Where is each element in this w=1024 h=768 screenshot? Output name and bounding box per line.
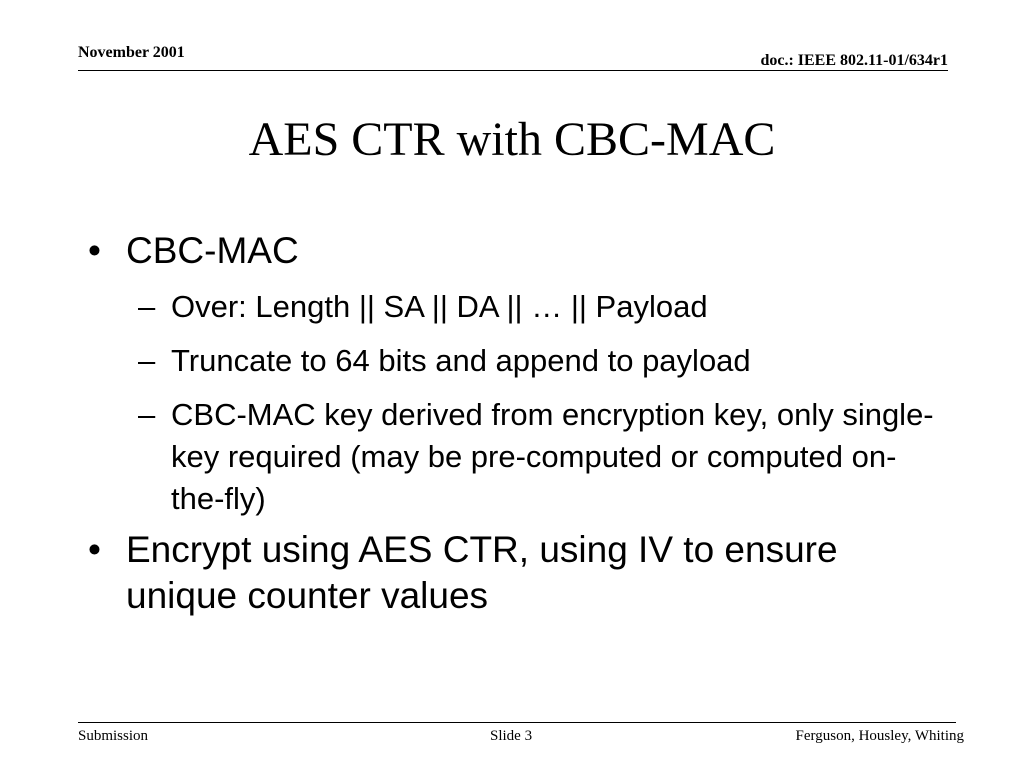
sub-bullet-text: Truncate to 64 bits and append to payload (171, 343, 751, 378)
sub-bullet-text: Over: Length || SA || DA || … || Payload (171, 289, 708, 324)
bullet-encrypt (88, 527, 948, 619)
bullet-marker: • (88, 529, 101, 570)
sub-bullet-over (88, 286, 948, 328)
footer-slide-number: Slide 3 (490, 728, 533, 744)
sub-bullet-truncate (88, 340, 948, 382)
sub-bullet-marker: – (138, 397, 156, 432)
bullet-marker: • (88, 230, 101, 271)
header-doc-id: doc.: IEEE 802.11-01/634r1 (760, 52, 948, 69)
sub-bullet-marker: – (138, 289, 156, 324)
footer-divider (78, 722, 956, 723)
sub-bullet-key (88, 394, 948, 520)
header-date: November 2001 (78, 44, 185, 61)
bullet-text: CBC-MAC (126, 230, 299, 271)
sub-bullet-marker: – (138, 343, 156, 378)
slide-title: AES CTR with CBC-MAC (248, 113, 776, 166)
footer-authors: Ferguson, Housley, Whiting (795, 728, 964, 744)
header-divider (78, 70, 948, 71)
sub-bullet-text: CBC-MAC key derived from encryption key, only single-key required (may be pre-computed or computed on-the-fly) (171, 397, 934, 516)
footer-submission: Submission (78, 728, 149, 744)
bullet-text: Encrypt using AES CTR, using IV to ensure unique counter values (126, 529, 838, 616)
bullet-cbc-mac (88, 228, 948, 274)
slide-body (88, 228, 948, 619)
